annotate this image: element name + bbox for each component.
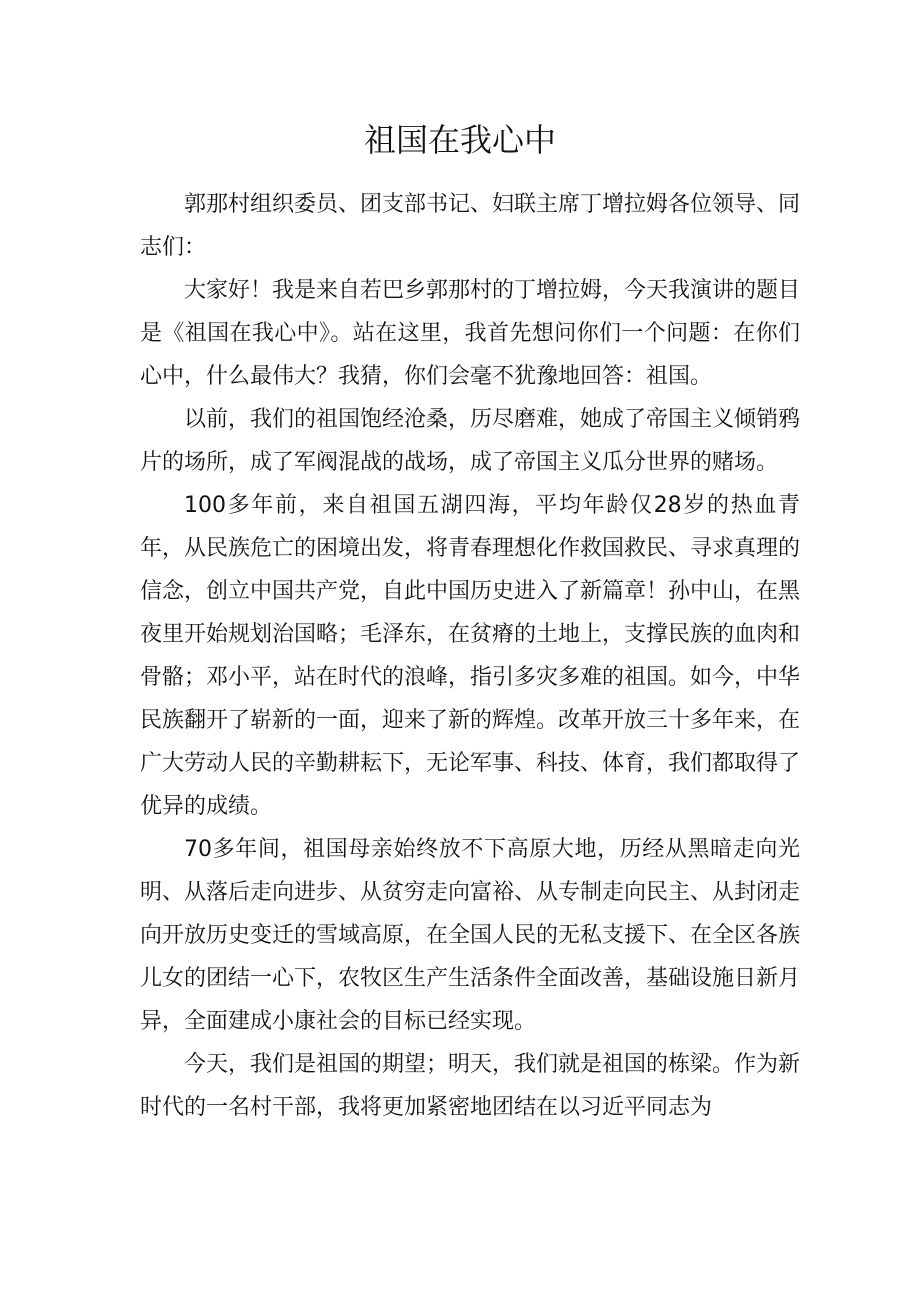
document-body xyxy=(140,183,800,1129)
body-paragraph: 70多年间，祖国母亲始终放不下高原大地，历经从黑暗走向光明、从落后走向进步、从贫穷走向富裕、从专制走向民主、从封闭走向开放历史变迁的雪域高原，在全国人民的无私支援下、在全区各族儿女的团结一心下，农牧区生产生活条件全面改善，基础设施日新月异，全面建成小康社会的目标已经实现。 xyxy=(140,837,801,1034)
body-paragraph: 以前，我们的祖国饱经沧桑，历尽磨难，她成了帝国主义倾销鸦片的场所，成了军阀混战的战场，成了帝国主义瓜分世界的赌场。 xyxy=(140,407,801,475)
body-paragraph: 今天，我们是祖国的期望；明天，我们就是祖国的栋梁。作为新时代的一名村干部，我将更加紧密地团结在以习近平同志为 xyxy=(140,1052,801,1120)
salutation-paragraph: 郭那村组织委员、团支部书记、妇联主席丁增拉姆各位领导、同志们： xyxy=(140,192,801,260)
body-paragraph: 大家好！我是来自若巴乡郭那村的丁增拉姆，今天我演讲的题目是《祖国在我心中》。站在这里，我首先想问你们一个问题：在你们心中，什么最伟大？我猜，你们会毫不犹豫地回答：祖国。 xyxy=(140,278,801,389)
document-title: 祖国在我心中 xyxy=(363,121,556,159)
body-paragraph: 100多年前，来自祖国五湖四海，平均年龄仅28岁的热血青年，从民族危亡的困境出发，将青春理想化作救国救民、寻求真理的信念，创立中国共产党，自此中国历史进入了新篇章！孙中山，在黑夜里开始规划治国略；毛泽东，在贫瘠的土地上，支撑民族的血肉和骨骼；邓小平，站在时代的浪峰，指引多灾多难的祖国。如今，中华民族翻开了崭新的一面，迎来了新的辉煌。改革开放三十多年来，在广大劳动人民的辛勤耕耘下，无论军事、科技、体育，我们都取得了优异的成绩。 xyxy=(140,493,801,819)
